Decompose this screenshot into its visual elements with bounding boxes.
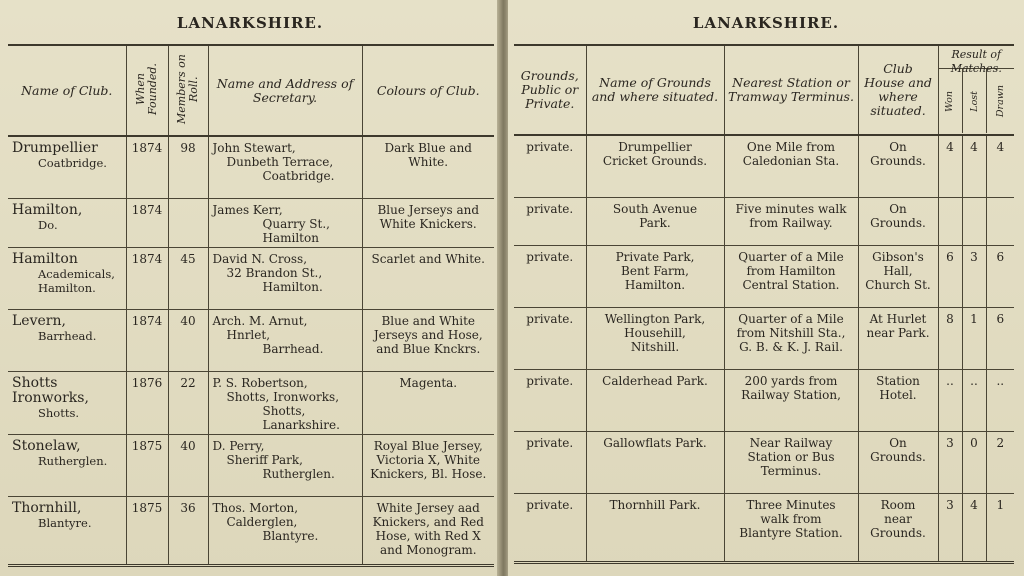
text-line: Knickers, Bl. Hose.	[370, 466, 487, 481]
colours-cell	[362, 496, 494, 565]
result-title: Result of Matches.	[939, 47, 1015, 69]
club-house-cell	[858, 307, 938, 369]
header-name: Name of Club.	[8, 45, 126, 136]
members-cell: 36	[168, 496, 208, 565]
drawn-cell: 4	[986, 135, 1014, 197]
header-station: Nearest Station or Tramway Terminus.	[724, 45, 858, 135]
text-line: Hamilton.	[262, 279, 323, 294]
grounds-name-cell	[586, 307, 724, 369]
text-line: Wellington Park,	[604, 311, 706, 326]
text-line: Arch. M. Arnut,	[212, 313, 308, 328]
text-line: Knickers, and Red	[372, 514, 484, 529]
members-cell: 22	[168, 371, 208, 434]
text-line: Gallowflats Park.	[603, 435, 707, 450]
text-line: Dark Blue and	[384, 141, 472, 155]
club-name-cell	[8, 136, 126, 198]
table-row	[514, 493, 1014, 562]
text-line: Scarlet and White.	[371, 251, 485, 266]
text-line: Hamilton.	[624, 277, 686, 292]
members-cell: 40	[168, 434, 208, 496]
text-line: Victoria X, White	[376, 452, 481, 467]
grounds-type-cell: private.	[514, 197, 586, 245]
club-house-cell	[858, 431, 938, 493]
table-row	[514, 307, 1014, 369]
right-page	[508, 0, 1024, 576]
secretary-cell	[208, 247, 362, 309]
text-line: Calderhead Park.	[602, 373, 708, 388]
result-won: Won	[944, 90, 956, 112]
text-line: Station or Bus	[747, 449, 835, 464]
header-founded: When Founded.	[126, 45, 168, 136]
text-line: Royal Blue Jersey,	[373, 438, 483, 453]
drawn-cell: ..	[986, 369, 1014, 431]
secretary-cell	[208, 136, 362, 198]
club-name: Hamilton,	[12, 201, 83, 218]
station-cell	[724, 493, 858, 562]
drawn-cell	[986, 197, 1014, 245]
colours-cell	[362, 434, 494, 496]
won-cell: 8	[938, 307, 962, 369]
secretary-cell	[208, 309, 362, 371]
header-secretary: Name and Address of Secretary.	[208, 45, 362, 136]
founded-cell: 1874	[126, 247, 168, 309]
text-line: Magenta.	[399, 375, 458, 390]
grounds-type-cell: private.	[514, 431, 586, 493]
club-name-cell	[8, 198, 126, 247]
right-running-head: LANARKSHIRE.	[692, 14, 840, 32]
won-cell	[938, 197, 962, 245]
club-town: Blantyre.	[38, 515, 92, 530]
text-line: One Mile from	[746, 140, 836, 154]
grounds-name-cell	[586, 431, 724, 493]
header-grounds-name: Name of Grounds and where situated.	[586, 45, 724, 135]
club-name-cell	[8, 247, 126, 309]
text-line: walk from	[760, 511, 822, 526]
station-cell	[724, 369, 858, 431]
club-name-cell	[8, 434, 126, 496]
table-row	[514, 369, 1014, 431]
won-cell: ..	[938, 369, 962, 431]
table-row	[8, 371, 494, 434]
grounds-table	[514, 44, 1014, 564]
won-cell: 3	[938, 493, 962, 562]
lost-cell: 4	[962, 135, 986, 197]
text-line: 32 Brandon St.,	[226, 265, 323, 280]
club-name: Levern,	[12, 312, 66, 329]
text-line: and Monogram.	[379, 542, 477, 557]
text-line: David N. Cross,	[212, 251, 308, 266]
text-line: Grounds.	[870, 154, 926, 168]
text-line: Near Railway	[749, 435, 833, 450]
text-line: Grounds.	[870, 449, 926, 464]
text-line: Railway Station,	[741, 387, 841, 402]
colours-cell	[362, 136, 494, 198]
text-line: On	[889, 140, 907, 154]
table-row	[8, 247, 494, 309]
colours-cell	[362, 371, 494, 434]
lost-cell: ..	[962, 369, 986, 431]
club-house-cell	[858, 197, 938, 245]
founded-cell: 1875	[126, 496, 168, 565]
text-line: Hose, with Red X	[375, 528, 481, 543]
text-line: Drumpellier	[618, 140, 692, 154]
text-line: Three Minutes	[746, 497, 836, 512]
secretary-cell	[208, 371, 362, 434]
club-town: Do.	[38, 217, 58, 232]
lost-cell: 0	[962, 431, 986, 493]
text-line: James Kerr,	[212, 202, 283, 217]
text-line: At Hurlet	[869, 311, 927, 326]
table-row	[514, 245, 1014, 307]
won-cell: 6	[938, 245, 962, 307]
text-line: Caledonian Sta.	[742, 154, 840, 168]
members-cell	[168, 198, 208, 247]
grounds-header-row	[514, 45, 1014, 135]
table-row	[514, 197, 1014, 245]
text-line: Coatbridge.	[262, 169, 335, 183]
text-line: and Blue Knckrs.	[376, 341, 481, 356]
text-line: Hotel.	[879, 387, 917, 402]
text-line: White Knickers.	[379, 216, 477, 231]
founded-cell: 1874	[126, 136, 168, 198]
club-name-cell	[8, 496, 126, 565]
text-line: D. Perry,	[212, 438, 265, 453]
text-line: Househill,	[624, 325, 686, 340]
text-line: Dunbeth Terrace,	[226, 155, 334, 169]
members-cell: 98	[168, 136, 208, 198]
text-line: John Stewart,	[212, 141, 296, 155]
result-lost: Lost	[968, 90, 980, 112]
grounds-type-cell: private.	[514, 245, 586, 307]
club-house-cell	[858, 493, 938, 562]
lost-cell: 1	[962, 307, 986, 369]
text-line: Grounds.	[870, 215, 926, 230]
founded-cell: 1874	[126, 198, 168, 247]
founded-cell: 1874	[126, 309, 168, 371]
table-row	[8, 434, 494, 496]
club-house-cell	[858, 245, 938, 307]
club-name-cell	[8, 309, 126, 371]
text-line: Nitshill.	[630, 339, 680, 354]
grounds-type-cell: private.	[514, 307, 586, 369]
text-line: near	[884, 511, 912, 526]
club-town: Rutherglen.	[38, 453, 108, 468]
club-house-cell	[858, 369, 938, 431]
text-line: Rutherglen.	[262, 466, 335, 481]
secretary-cell	[208, 496, 362, 565]
club-name-cell	[8, 371, 126, 434]
won-cell: 4	[938, 135, 962, 197]
club-town: Shotts.	[38, 405, 80, 420]
colours-cell	[362, 247, 494, 309]
header-members: Members on Roll.	[168, 45, 208, 136]
header-colours: Colours of Club.	[362, 45, 494, 136]
text-line: P. S. Robertson,	[212, 375, 308, 390]
grounds-name-cell	[586, 369, 724, 431]
text-line: On	[889, 201, 907, 216]
text-line: Terminus.	[760, 463, 822, 478]
colours-cell	[362, 198, 494, 247]
table-row	[8, 198, 494, 247]
table-row	[8, 496, 494, 565]
grounds-type-cell: private.	[514, 369, 586, 431]
club-name: Hamilton	[12, 250, 78, 267]
text-line: Shotts, Ironworks,	[226, 389, 340, 404]
text-line: Blue and White	[381, 313, 475, 328]
founded-cell: 1876	[126, 371, 168, 434]
text-line: Private Park,	[615, 249, 695, 264]
text-line: Quarter of a Mile	[738, 311, 844, 326]
colours-cell	[362, 309, 494, 371]
text-line: Central Station.	[742, 277, 840, 292]
secretary-cell	[208, 198, 362, 247]
left-page	[0, 0, 500, 576]
text-line: Blue Jerseys and	[377, 202, 480, 217]
drawn-cell: 1	[986, 493, 1014, 562]
club-town: Barrhead.	[38, 328, 97, 343]
club-town: Coatbridge.	[38, 156, 107, 170]
grounds-name-cell	[586, 245, 724, 307]
station-cell	[724, 431, 858, 493]
text-line: Station	[876, 373, 920, 388]
text-line: Thos. Morton,	[212, 500, 299, 515]
header-grounds-type: Grounds, Public or Private.	[514, 45, 586, 135]
text-line: Jerseys and Hose,	[373, 327, 483, 342]
club-name: Shotts Ironworks,	[12, 374, 89, 406]
grounds-name-cell	[586, 197, 724, 245]
grounds-name-cell	[586, 493, 724, 562]
text-line: Hnrlet,	[226, 327, 271, 342]
drawn-cell: 2	[986, 431, 1014, 493]
founded-cell: 1875	[126, 434, 168, 496]
text-line: Quarter of a Mile	[738, 249, 844, 264]
text-line: Bent Farm,	[621, 263, 689, 278]
club-house-cell	[858, 135, 938, 197]
club-name: Drumpellier	[12, 140, 98, 156]
grounds-type-cell: private.	[514, 493, 586, 562]
text-line: Barrhead.	[262, 341, 324, 356]
clubs-table	[8, 44, 494, 567]
text-line: Gibson's	[872, 249, 924, 264]
secretary-cell	[208, 434, 362, 496]
table-row	[514, 431, 1014, 493]
text-line: South Avenue	[612, 201, 698, 216]
text-line: Room	[880, 497, 916, 512]
club-town: Academicals, Hamilton.	[38, 266, 115, 295]
station-cell	[724, 245, 858, 307]
text-line: White.	[408, 155, 449, 169]
grounds-type-cell: private.	[514, 135, 586, 197]
table-row	[514, 135, 1014, 197]
club-name: Thornhill,	[12, 499, 82, 516]
text-line: Calderglen,	[226, 514, 298, 529]
text-line: Quarry St., Hamilton	[262, 216, 330, 245]
table-row	[8, 136, 494, 198]
text-line: G. B. & K. J. Rail.	[739, 339, 843, 354]
text-line: Sheriff Park,	[226, 452, 303, 467]
left-running-head: LANARKSHIRE.	[176, 14, 324, 32]
header-result	[938, 45, 1014, 135]
text-line: near Park.	[866, 325, 930, 340]
clubs-header-row	[8, 45, 494, 136]
drawn-cell: 6	[986, 307, 1014, 369]
text-line: Hall,	[883, 263, 913, 278]
text-line: Five minutes walk	[735, 201, 847, 216]
station-cell	[724, 135, 858, 197]
header-club-house: Club House and where situated.	[858, 45, 938, 135]
members-cell: 45	[168, 247, 208, 309]
lost-cell	[962, 197, 986, 245]
result-drawn: Drawn	[994, 84, 1006, 118]
drawn-cell: 6	[986, 245, 1014, 307]
text-line: Thornhill Park.	[609, 497, 701, 512]
grounds-name-cell	[586, 135, 724, 197]
text-line: from Railway.	[749, 215, 833, 230]
station-cell	[724, 197, 858, 245]
text-line: Shotts, Lanarkshire.	[262, 403, 340, 432]
text-line: Blantyre Station.	[739, 525, 843, 540]
lost-cell: 3	[962, 245, 986, 307]
station-cell	[724, 307, 858, 369]
lost-cell: 4	[962, 493, 986, 562]
text-line: 200 yards from	[744, 373, 838, 388]
text-line: On	[889, 435, 907, 450]
members-cell: 40	[168, 309, 208, 371]
club-name: Stonelaw,	[12, 437, 81, 454]
text-line: Church St.	[865, 277, 931, 292]
table-row	[8, 309, 494, 371]
text-line: from Hamilton	[746, 263, 836, 278]
text-line: Blantyre.	[262, 528, 319, 543]
text-line: Cricket Grounds.	[602, 154, 708, 168]
text-line: White Jersey aad	[376, 500, 480, 515]
won-cell: 3	[938, 431, 962, 493]
text-line: from Nitshill Sta.,	[736, 325, 846, 340]
text-line: Grounds.	[870, 525, 926, 540]
text-line: Park.	[639, 215, 671, 230]
